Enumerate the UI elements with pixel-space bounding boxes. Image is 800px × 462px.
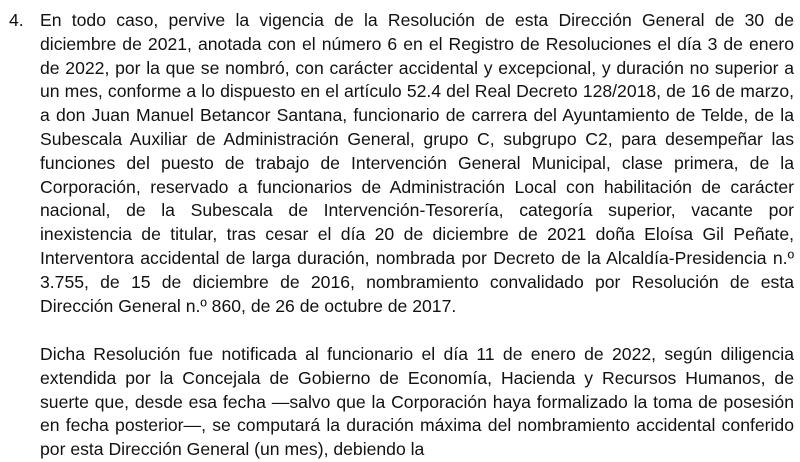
paragraph-notification: Dicha Resolución fue notificada al funcionario el día 11 de enero de 2022, según diligencia extendida por la Concejala de Gobierno de Economía, Hacienda y Recursos Humanos, de suerte que, desde esa fecha —salvo que la Corporación haya formalizado la toma de posesión en fecha posterior—, se computará la duración máxima del nombramiento accidental conferido por esta Dirección General (un mes), debiendo la	[40, 344, 794, 460]
item-number: 4.	[9, 10, 24, 30]
paragraph-resolution-validity: En todo caso, pervive la vigencia de la Resolución de esta Dirección General de 30 de diciembre de 2021, anotada con el número 6 en el Registro de Resoluciones el día 3 de enero de 2022, por la que se nombró, con carácter accidental y excepcional, y duración no superior a un mes, conforme a lo dispuesto en el artículo 52.4 del Real Decreto 128/2018, de 16 de marzo, a don Juan Manuel Betancor Santana, funcionario de carrera del Ayuntamiento de Telde, de la Subescala Auxiliar de Administración General, grupo C, subgrupo C2, para desempeñar las funciones del puesto de trabajo de Intervención General Municipal, clase primera, de la Corporación, reservado a funcionarios de Administración Local con habilitación de carácter nacional, de la Subescala de Intervención-Tesorería, categoría superior, vacante por inexistencia de titular, tras cesar el día 20 de diciembre de 2021 doña Eloísa Gil Peñate, Interventora accidental de larga duración, nombrada por Decreto de la Alcaldía-Presidencia n.º 3.755, de 15 de diciembre de 2016, nombramiento convalidado por Resolución de esta Dirección General n.º 860, de 26 de octubre de 2017.	[40, 10, 794, 316]
